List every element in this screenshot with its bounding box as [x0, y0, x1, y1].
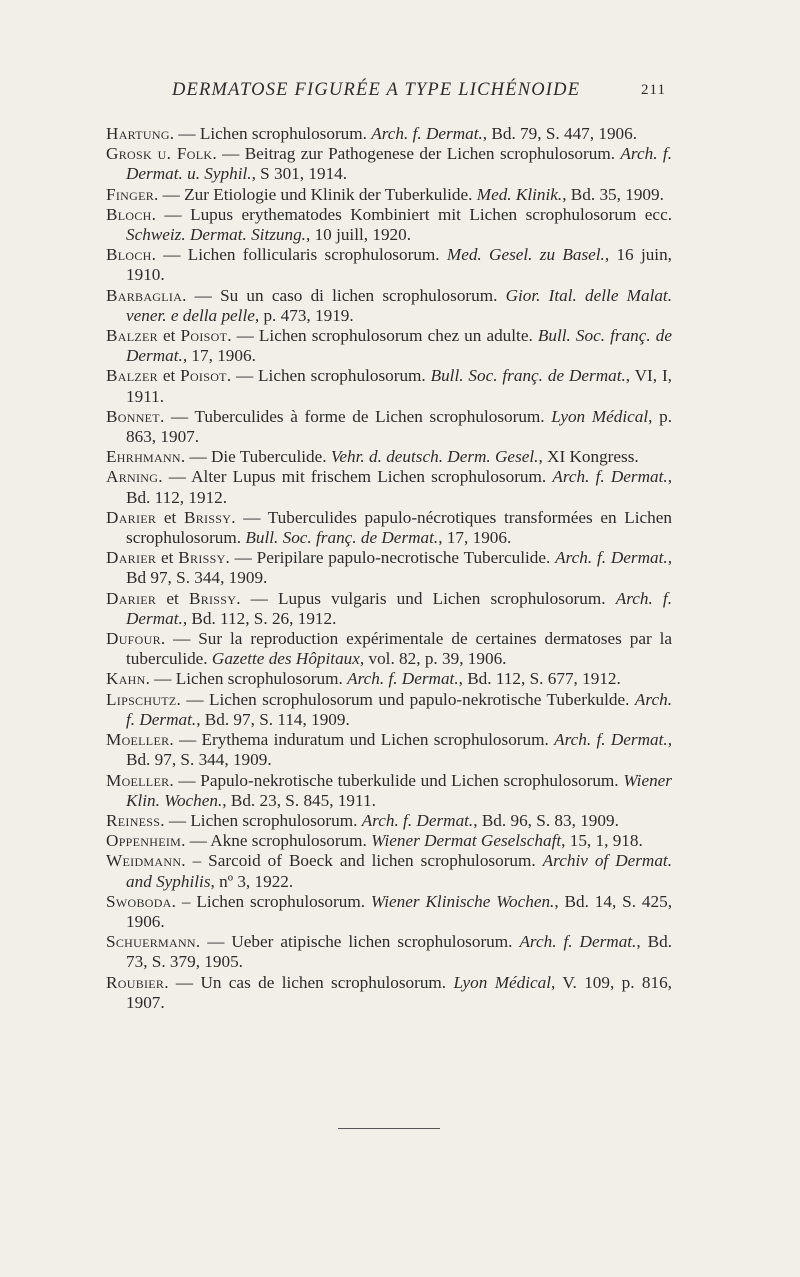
reference-citation: , Bd. 35, 1909.: [562, 184, 664, 204]
reference-citation: , 17, 1906.: [438, 528, 512, 548]
reference-entry: [106, 730, 672, 770]
reference-journal: Wiener Klin. Wochen.: [126, 770, 672, 810]
reference-author: Bonnet: [106, 406, 160, 426]
reference-journal: Wiener Klinische Wochen.: [370, 891, 555, 911]
reference-text: . – Lichen scrophulosorum.: [171, 891, 371, 911]
reference-citation: , Bd. 79, S. 447, 1906.: [482, 124, 638, 143]
reference-entry: [106, 548, 672, 588]
reference-entry: [106, 690, 672, 730]
reference-entry: [106, 447, 672, 467]
reference-author: Darier: [106, 507, 157, 527]
reference-text: et: [157, 326, 181, 346]
reference-journal: Bull. Soc. franç. de Dermat.: [126, 326, 673, 366]
reference-text: . — Lupus vulgaris und Lichen scrophulosorum.: [236, 588, 616, 608]
reference-text: . — Die Tuberculide.: [180, 447, 331, 467]
reference-text: . — Ueber atipische lichen scrophulosorum.: [195, 932, 520, 952]
reference-coauthor: Brissy: [188, 588, 237, 608]
reference-journal: Arch. f. Dermat.: [361, 810, 474, 830]
reference-list: [106, 124, 672, 1013]
reference-journal: Vehr. d. deutsch. Derm. Gesel.: [330, 447, 539, 467]
reference-author: Hartung: [106, 124, 170, 143]
reference-author: Roubier: [106, 972, 165, 992]
reference-journal: Arch. f. Dermat.: [519, 932, 637, 952]
reference-author: Darier: [106, 588, 157, 608]
reference-entry: [106, 851, 672, 891]
reference-author: Balzer: [106, 366, 158, 386]
reference-entry: [106, 124, 672, 144]
reference-citation: , p. 863, 1907.: [126, 406, 673, 447]
reference-citation: , 15, 1, 918.: [561, 831, 643, 851]
reference-text: . — Erythema induratum und Lichen scrophulosorum.: [169, 730, 555, 750]
reference-entry: [106, 366, 672, 406]
reference-author: Lipschutz: [106, 689, 177, 709]
reference-journal: Arch. f. Dermat. u. Syphil.: [126, 144, 672, 184]
reference-citation: , 10 juill, 1920.: [305, 225, 412, 245]
reference-citation: , p. 473, 1919.: [254, 305, 354, 325]
reference-text: . — Peripilare papulo-necrotische Tuberculide.: [225, 548, 556, 568]
reference-entry: [106, 892, 672, 932]
reference-author: Moeller: [106, 770, 170, 790]
reference-text: . — Lichen scrophulosorum.: [160, 810, 362, 830]
reference-coauthor: Poisot: [180, 366, 227, 386]
reference-journal: Arch. f. Dermat.: [552, 467, 668, 487]
reference-text: et: [156, 588, 189, 608]
reference-journal: Arch. f. Dermat.: [347, 669, 459, 689]
reference-text: . – Sarcoid of Boeck and lichen scrophulosorum.: [181, 851, 543, 871]
reference-journal: Arch. f. Dermat.: [554, 730, 668, 750]
reference-entry: [106, 407, 672, 447]
reference-text: . — Akne scrophulosorum.: [181, 831, 372, 851]
reference-entry: [106, 629, 672, 669]
reference-journal: Bull. Soc. franç. de Dermat.: [245, 528, 439, 548]
reference-entry: [106, 932, 672, 972]
reference-citation: , VI, I, 1911.: [126, 366, 672, 406]
reference-text: et: [157, 366, 181, 386]
running-header: [0, 80, 800, 104]
reference-journal: Arch. f. Dermat.: [126, 689, 672, 729]
reference-author: Finger: [106, 184, 155, 204]
reference-author: Balzer: [106, 326, 158, 346]
reference-coauthor: Brissy: [183, 507, 232, 527]
closing-rule: [338, 1128, 440, 1129]
reference-entry: [106, 831, 672, 851]
reference-entry: [106, 508, 672, 548]
reference-entry: [106, 811, 672, 831]
reference-journal: Bull. Soc. franç. de Dermat.: [430, 366, 626, 386]
reference-citation: , 16 juin, 1910.: [126, 245, 672, 285]
reference-journal: Archiv of Dermat. and Syphilis: [126, 851, 672, 891]
reference-author: Moeller: [106, 730, 170, 750]
reference-journal: Med. Gesel. zu Basel.: [446, 245, 605, 265]
reference-author: Swoboda: [106, 891, 172, 911]
reference-text: . — Un cas de lichen scrophulosorum.: [164, 972, 454, 992]
reference-citation: , nº 3, 1922.: [210, 871, 294, 891]
reference-entry: [106, 286, 672, 326]
reference-entry: [106, 669, 672, 689]
reference-author: Schuermann: [106, 932, 196, 952]
reference-author: Grosk u. Folk: [106, 144, 213, 164]
reference-text: . — Zur Etiologie und Klinik der Tuberkulide.: [154, 184, 477, 204]
reference-journal: Arch. f. Dermat.: [371, 124, 483, 143]
reference-citation: , Bd. 112, S. 26, 1912.: [182, 608, 337, 628]
reference-text: . — Lichen scrophulosorum chez un adulte.: [227, 326, 538, 346]
running-title: DERMATOSE FIGURÉE A TYPE LICHÉNOIDE: [172, 80, 581, 100]
reference-entry: [106, 245, 672, 285]
reference-coauthor: Brissy: [178, 548, 226, 568]
reference-citation: , vol. 82, p. 39, 1906.: [359, 649, 507, 669]
reference-author: Weidmann: [106, 851, 182, 871]
reference-entry: [106, 467, 672, 507]
reference-author: Barbaglia: [106, 285, 183, 305]
reference-entry: [106, 589, 672, 629]
reference-citation: , S 301, 1914.: [251, 164, 348, 184]
reference-journal: Lyon Médical: [551, 406, 649, 426]
reference-citation: , Bd. 96, S. 83, 1909.: [473, 810, 619, 830]
reference-journal: Gior. Ital. delle Malat. vener. e della pelle: [126, 285, 673, 325]
reference-entry: [106, 326, 672, 366]
reference-text: . — Lichen scrophulosorum.: [226, 366, 431, 386]
reference-author: Bloch: [106, 204, 152, 224]
reference-author: Bloch: [106, 245, 152, 265]
reference-journal: Schweiz. Dermat. Sitzung.: [126, 225, 306, 245]
reference-citation: , Bd. 112, S. 677, 1912.: [458, 669, 621, 689]
reference-citation: , 17, 1906.: [182, 346, 256, 366]
reference-journal: Gazette des Hôpitaux: [211, 649, 360, 669]
reference-text: . — Sur la reproduction expérimentale de certaines dermatoses par la tuberculide.: [126, 629, 672, 669]
reference-citation: , Bd. 73, S. 379, 1905.: [126, 932, 672, 972]
reference-text: . — Lichen scrophulosorum und papulo-nekrotische Tuberkulde.: [176, 689, 635, 709]
page-number: 211: [641, 82, 666, 98]
reference-journal: Med. Klinik.: [476, 184, 563, 204]
reference-author: Darier: [106, 548, 157, 568]
reference-text: . — Tuberculides à forme de Lichen scrophulosorum.: [159, 406, 552, 426]
reference-author: Arning: [106, 467, 159, 487]
reference-text: . — Beitrag zur Pathogenese der Lichen scrophulosorum.: [212, 144, 621, 164]
reference-coauthor: Poisot: [180, 326, 228, 346]
reference-text: . — Lichen scrophulosorum.: [145, 669, 348, 689]
reference-citation: , V. 109, p. 816, 1907.: [126, 972, 672, 1012]
reference-citation: , Bd. 97, S. 114, 1909.: [196, 709, 350, 729]
reference-journal: Lyon Médical: [453, 972, 552, 992]
reference-entry: [106, 771, 672, 811]
reference-journal: Arch. f. Dermat.: [126, 588, 672, 628]
reference-text: et: [156, 548, 179, 568]
reference-author: Ehrhmann: [106, 447, 181, 467]
reference-citation: , Bd. 14, S. 425, 1906.: [126, 891, 672, 931]
reference-text: . — Lupus erythematodes Kombiniert mit Lichen scrophulosorum ecc.: [151, 204, 672, 224]
reference-entry: [106, 185, 672, 205]
reference-text: . — Alter Lupus mit frischem Lichen scrophulosorum.: [158, 467, 553, 487]
reference-journal: Wiener Dermat Geselschaft: [371, 831, 562, 851]
reference-citation: , Bd. 97, S. 344, 1909.: [126, 730, 672, 770]
reference-entry: [106, 144, 672, 184]
reference-citation: , XI Kongress.: [538, 447, 639, 467]
reference-text: . — Tuberculides papulo-nécrotiques transformées en Lichen scrophulosorum.: [126, 507, 672, 548]
reference-citation: , Bd. 23, S. 845, 1911.: [222, 790, 376, 810]
reference-citation: , Bd 97, S. 344, 1909.: [126, 548, 672, 588]
reference-text: . — Lichen follicularis scrophulosorum.: [151, 245, 447, 265]
reference-text: . — Lichen scrophulosorum.: [169, 124, 372, 143]
reference-journal: Arch. f. Dermat.: [555, 548, 668, 568]
reference-entry: [106, 205, 672, 245]
reference-entry: [106, 973, 672, 1013]
reference-author: Oppenheim: [106, 831, 182, 851]
reference-author: Kahn: [106, 669, 146, 689]
reference-text: . — Su un caso di lichen scrophulosorum.: [182, 285, 506, 305]
reference-text: . — Papulo-nekrotische tuberkulide und Lichen scrophulosorum.: [169, 770, 624, 790]
reference-author: Reiness: [106, 810, 161, 830]
reference-citation: , Bd. 112, 1912.: [126, 467, 672, 507]
reference-author: Dufour: [106, 629, 161, 649]
reference-text: et: [156, 507, 184, 527]
